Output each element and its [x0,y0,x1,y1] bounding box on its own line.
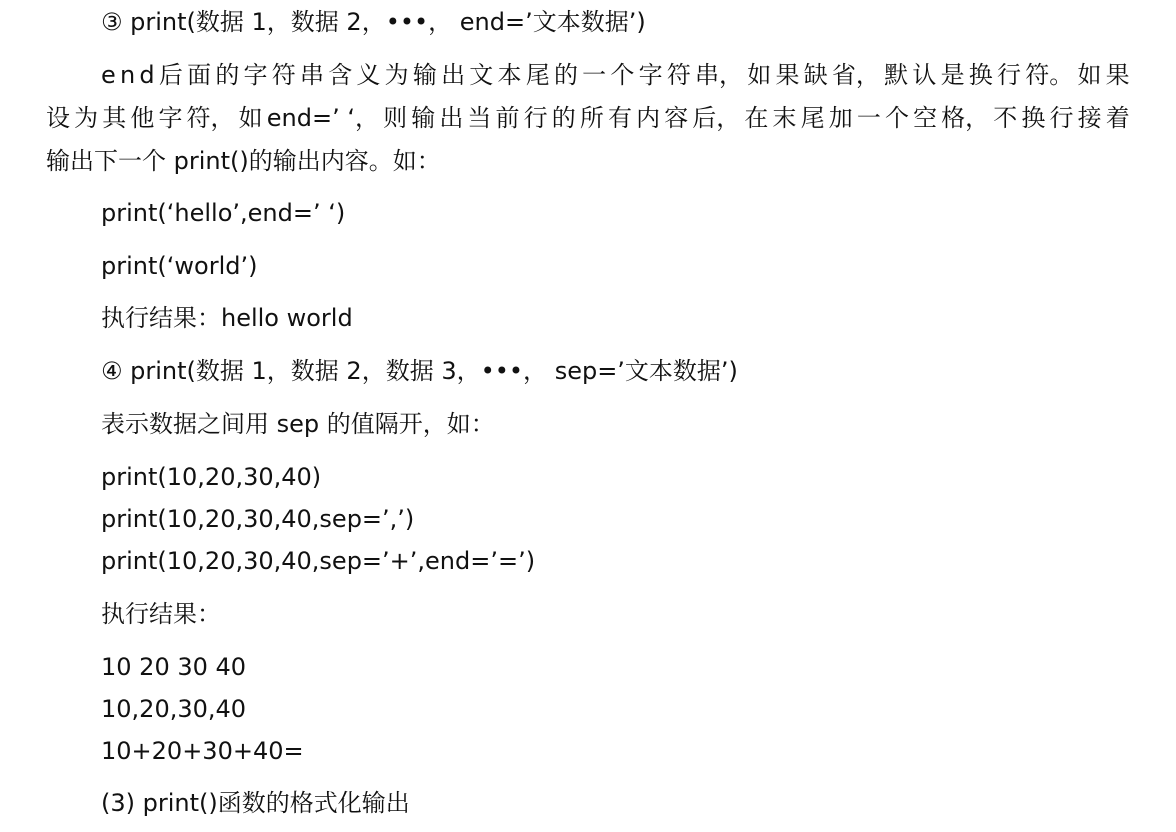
text-fragment: 一 [582,61,607,89]
text-fragment: 如 [747,61,772,89]
item4-heading: ④ print(数据 1，数据 2，数据 3，•••， sep=’文本数据’) [101,357,738,385]
text-fragment: n [119,61,136,89]
text-fragment: 个 [610,61,635,89]
text-fragment: 省， [831,61,880,89]
text-fragment: d [139,61,155,89]
text-fragment: 他 [130,104,155,132]
code2-line3: print(10,20,30,40,sep=’+’,end=’=’) [101,547,536,575]
text-fragment: 字 [243,61,268,89]
para1-line1 [101,60,1130,90]
text-fragment: 尾 [525,61,550,89]
text-fragment: 果 [1105,61,1130,89]
text-fragment: 前 [495,104,520,132]
text-fragment: 后， [692,104,741,132]
text-fragment: end=’ ‘， [266,104,379,132]
text-fragment: 格， [941,104,990,132]
text-fragment: 出 [441,61,466,89]
text-fragment: 末 [772,104,797,132]
para1-line3: 输出下一个 print()的输出内容。如： [46,147,441,175]
text-fragment: 接 [1077,104,1102,132]
text-fragment: 如 [1077,61,1102,89]
text-fragment: 文 [469,61,494,89]
text-fragment: 串 [299,61,324,89]
item3-heading: ③ print(数据 1，数据 2，•••， end=’文本数据’) [101,8,646,36]
text-fragment: 空 [913,104,938,132]
output-line2: 10,20,30,40 [101,695,247,723]
text-fragment: 着 [1105,104,1130,132]
text-fragment: 换 [1021,104,1046,132]
code1-line2: print(‘world’) [101,252,258,280]
text-fragment: 则 [383,104,408,132]
text-fragment: 内 [636,104,661,132]
text-fragment: 字 [158,104,183,132]
text-fragment: 输 [412,61,437,89]
text-fragment: 如 [238,104,263,132]
para1-line2 [46,103,1130,133]
text-fragment: 行 [1049,104,1074,132]
text-fragment: 本 [497,61,522,89]
text-fragment: 认 [912,61,937,89]
text-fragment: 设 [46,104,70,132]
text-fragment: 为 [384,61,409,89]
text-fragment: 个 [884,104,909,132]
text-fragment: 串， [695,61,744,89]
text-fragment: 是 [940,61,965,89]
text-fragment: 行 [997,61,1021,89]
text-fragment: 的 [551,104,576,132]
text-fragment: 换 [968,61,993,89]
text-fragment: 输 [411,104,436,132]
code2-line1: print(10,20,30,40) [101,463,322,491]
text-fragment: 的 [215,61,240,89]
code2-line2: print(10,20,30,40,sep=’,’) [101,505,415,533]
text-fragment: 果 [775,61,800,89]
text-fragment: 义 [356,61,381,89]
text-fragment: 符， [186,104,235,132]
text-fragment: 含 [328,61,353,89]
text-fragment: 出 [439,104,464,132]
text-fragment: 符 [666,61,691,89]
text-fragment: e [101,61,116,89]
text-fragment: 字 [638,61,663,89]
text-fragment: 容 [664,104,689,132]
result1: 执行结果：hello world [101,304,353,332]
text-fragment: 有 [607,104,632,132]
result2-label: 执行结果： [101,600,221,628]
text-fragment: 尾 [800,104,825,132]
text-fragment: 其 [102,104,127,132]
code1-line1: print(‘hello’,end=’ ‘) [101,199,346,227]
para2: 表示数据之间用 sep 的值隔开，如： [101,410,495,438]
output-line1: 10 20 30 40 [101,653,247,681]
text-fragment: 缺 [803,61,828,89]
section3-heading: (3) print()函数的格式化输出 [101,789,410,817]
text-fragment: 后 [158,61,183,89]
text-fragment: 当 [467,104,492,132]
text-fragment: 面 [187,61,212,89]
text-fragment: 为 [74,104,99,132]
text-fragment: 一 [856,104,881,132]
text-fragment: 在 [744,104,769,132]
output-line3: 10+20+30+40= [101,737,304,765]
text-fragment: 行 [523,104,548,132]
text-fragment: 符。 [1025,61,1074,89]
text-fragment: 所 [579,104,604,132]
text-fragment: 加 [828,104,853,132]
text-fragment: 符 [271,61,296,89]
text-fragment: 不 [993,104,1018,132]
text-fragment: 默 [884,61,909,89]
text-fragment: 的 [553,61,578,89]
